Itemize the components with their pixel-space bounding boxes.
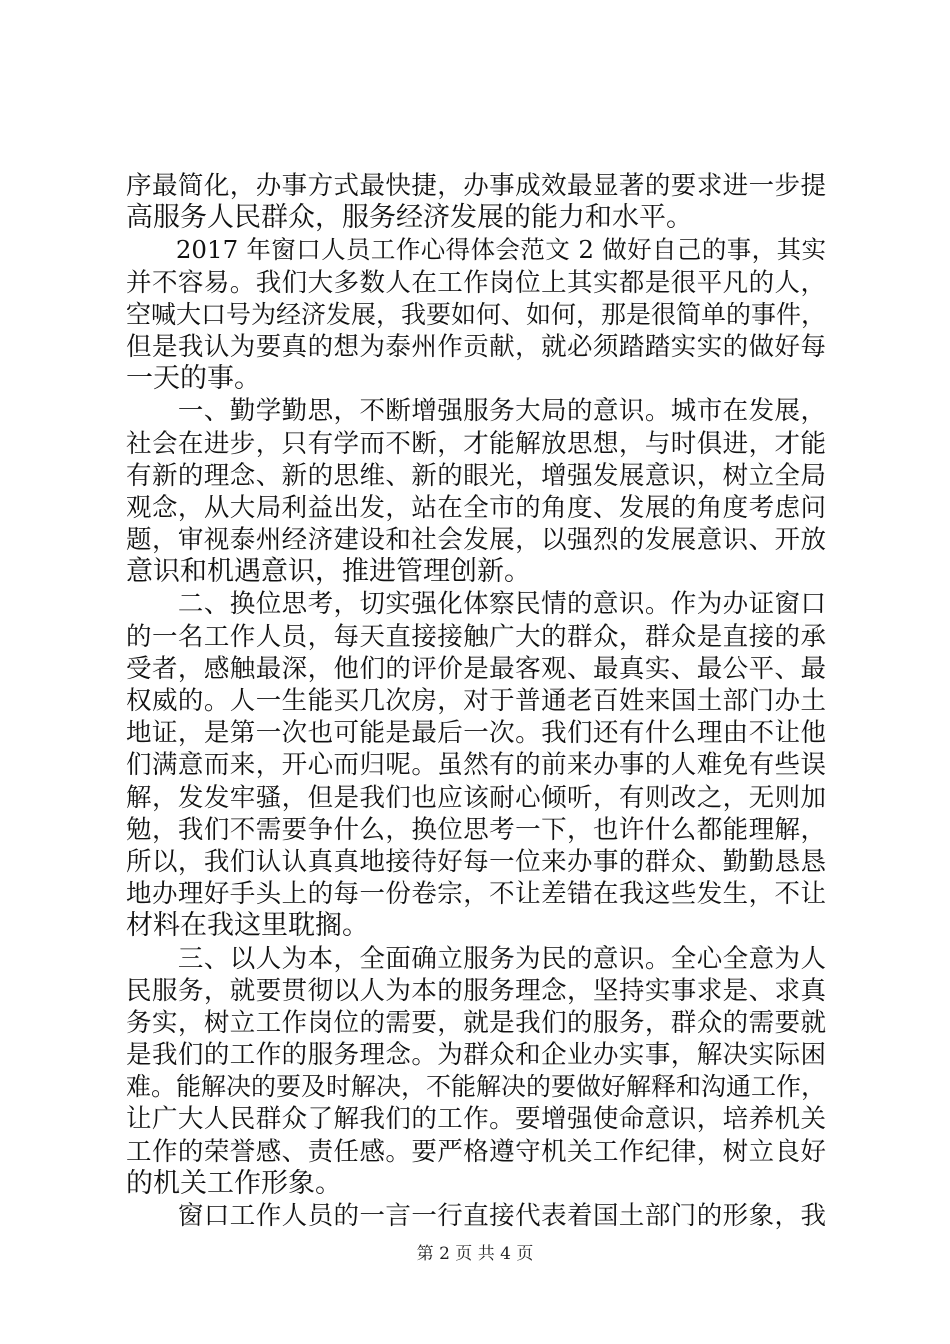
text-line: 务实，树立工作岗位的需要，就是我们的服务，群众的需要就 xyxy=(126,1007,826,1038)
text-line: 解，发发牢骚，但是我们也应该耐心倾听，有则改之，无则加 xyxy=(126,782,826,813)
page-footer: 第 2 页 共 4 页 xyxy=(416,1244,534,1264)
text-line: 但是我认为要真的想为泰州作贡献，就必须踏踏实实的做好每 xyxy=(126,331,826,362)
text-line: 是我们的工作的服务理念。为群众和企业办实事，解决实际困 xyxy=(126,1040,826,1071)
text-line: 地证，是第一次也可能是最后一次。我们还有什么理由不让他 xyxy=(126,718,826,749)
text-line: 高服务人民群众，服务经济发展的能力和水平。 xyxy=(126,202,693,234)
text-line: 三、以人为本，全面确立服务为民的意识。全心全意为人 xyxy=(126,943,826,974)
text-line: 勉，我们不需要争什么，换位思考一下，也许什么都能理解， xyxy=(126,814,826,845)
text-line: 的机关工作形象。 xyxy=(126,1167,342,1199)
text-line: 空喊大口号为经济发展，我要如何、如何，那是很简单的事件， xyxy=(126,299,827,329)
text-line: 并不容易。我们大多数人在工作岗位上其实都是很平凡的人， xyxy=(126,267,826,298)
text-line: 权威的。人一生能买几次房，对于普通老百姓来国土部门办土 xyxy=(126,686,826,716)
text-line: 一、勤学勤思，不断增强服务大局的意识。城市在发展， xyxy=(126,396,826,427)
text-line: 有新的理念、新的思维、新的眼光，增强发展意识，树立全局 xyxy=(126,460,826,491)
text-line: 的一名工作人员，每天直接接触广大的群众，群众是直接的承 xyxy=(126,621,826,652)
text-line: 一天的事。 xyxy=(126,363,261,395)
text-line: 所以，我们认认真真地接待好每一位来办事的群众、勤勤恳恳 xyxy=(126,846,826,877)
text-line: 题，审视泰州经济建设和社会发展，以强烈的发展意识、开放 xyxy=(126,525,826,556)
text-line: 们满意而来，开心而归呢。虽然有的前来办事的人难免有些误 xyxy=(126,750,826,781)
text-line: 工作的荣誉感、责任感。要严格遵守机关工作纪律，树立良好 xyxy=(126,1136,826,1167)
text-line: 序最简化，办事方式最快捷，办事成效最显著的要求进一步提 xyxy=(126,171,826,201)
text-line: 二、换位思考，切实强化体察民情的意识。作为办证窗口 xyxy=(126,589,826,620)
text-line: 受者，感触最深，他们的评价是最客观、最真实、最公平、最 xyxy=(126,653,826,684)
text-line: 意识和机遇意识，推进管理创新。 xyxy=(126,556,531,588)
text-line: 社会在进步，只有学而不断，才能解放思想，与时俱进，才能 xyxy=(126,428,826,459)
text-line: 2017 年窗口人员工作心得体会范文 2 做好自己的事，其实 xyxy=(126,235,826,265)
text-line: 让广大人民群众了解我们的工作。要增强使命意识，培养机关 xyxy=(126,1104,826,1135)
text-line: 窗口工作人员的一言一行直接代表着国土部门的形象，我 xyxy=(126,1201,826,1231)
text-line: 地办理好手头上的每一份卷宗，不让差错在我这些发生，不让 xyxy=(126,879,826,910)
text-line: 观念，从大局利益出发，站在全市的角度、发展的角度考虑问 xyxy=(126,492,826,523)
document-body xyxy=(126,170,826,1232)
text-line: 材料在我这里耽搁。 xyxy=(126,910,369,942)
text-line: 难。能解决的要及时解决，不能解决的要做好解释和沟通工作， xyxy=(126,1072,827,1102)
text-line: 民服务，就要贯彻以人为本的服务理念，坚持实事求是、求真 xyxy=(126,975,826,1006)
